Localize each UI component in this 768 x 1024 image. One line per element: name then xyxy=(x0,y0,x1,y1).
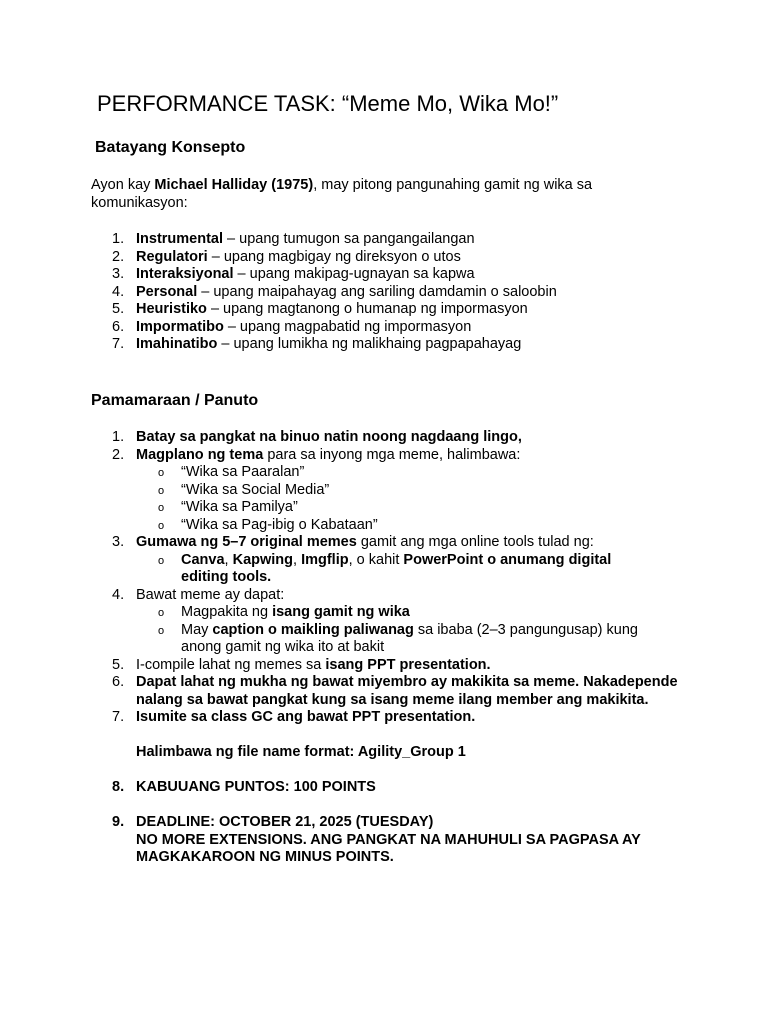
list-number: 6. xyxy=(112,674,125,690)
list-number: 7. xyxy=(112,336,125,352)
circle-bullet-icon: o xyxy=(158,554,165,567)
requirement-text: Magpakita ng xyxy=(181,604,273,620)
meme-requirement xyxy=(91,622,661,657)
meme-requirement xyxy=(91,604,691,622)
function-desc: – upang makipag-ugnayan sa kapwa xyxy=(233,266,475,282)
file-name-format: Halimbawa ng file name format: Agility_Group 1 xyxy=(136,744,466,760)
list-item xyxy=(91,266,691,284)
list-number: 3. xyxy=(112,534,125,550)
total-points: KABUUANG PUNTOS: 100 POINTS xyxy=(136,779,376,795)
function-term: Interaksiyonal xyxy=(136,266,234,282)
spacer xyxy=(91,762,691,780)
function-term: Heuristiko xyxy=(136,301,207,317)
list-number: 6. xyxy=(112,318,125,335)
function-term: Personal xyxy=(136,283,198,300)
step-text-bold: Isumite sa class GC ang bawat PPT presentation. xyxy=(136,709,476,725)
intro-text: Ayon kay xyxy=(91,177,155,193)
steps-list xyxy=(91,429,691,867)
example-text: “Wika sa Paaralan” xyxy=(181,464,305,480)
tool-kapwing: Kapwing xyxy=(232,551,294,568)
list-number: 7. xyxy=(112,709,125,725)
file-name-example xyxy=(91,744,691,762)
document-title: PERFORMANCE TASK: “Meme Mo, Wika Mo!” xyxy=(97,91,559,116)
list-number: 3. xyxy=(112,266,125,282)
function-desc: – upang magbigay ng direksyon o utos xyxy=(207,248,461,265)
function-desc: – upang magpabatid ng impormasyon xyxy=(223,318,472,335)
step-text-bold: Dapat lahat ng mukha ng bawat miyembro ay makikita sa meme. Nakadepende nalang sa bawat pangkat kung sa isang meme ilang member ang makikita. xyxy=(136,674,678,708)
requirement-text: May xyxy=(181,621,213,638)
list-item xyxy=(91,231,691,249)
step-6 xyxy=(91,674,681,709)
function-term: Instrumental xyxy=(136,231,224,247)
list-item xyxy=(91,249,691,267)
requirement-text-rest: sa ibaba (2–3 pangungusap) kung anong gamit ng wika ito at bakit xyxy=(181,621,638,655)
step-2 xyxy=(91,447,691,465)
circle-bullet-icon: o xyxy=(158,607,165,619)
step-text-bold: Magplano ng tema xyxy=(136,446,264,463)
list-number: 1. xyxy=(112,231,125,247)
functions-list xyxy=(91,231,691,354)
list-number: 2. xyxy=(112,446,125,463)
function-desc: – upang lumikha ng malikhaing pagpapahayag xyxy=(217,336,522,352)
function-term: Imahinatibo xyxy=(136,336,218,352)
function-desc: – upang tumugon sa pangangailangan xyxy=(223,231,475,247)
section-heading-pamamaraan: Pamamaraan / Panuto xyxy=(91,392,259,409)
example-text: “Wika sa Pamilya” xyxy=(181,499,298,515)
list-item xyxy=(91,284,691,302)
tool-canva: Canva xyxy=(181,551,225,568)
step-7 xyxy=(91,709,691,727)
deadline: DEADLINE: OCTOBER 21, 2025 (TUESDAY) xyxy=(136,814,434,830)
list-number: 5. xyxy=(112,656,125,673)
step-text: Bawat meme ay dapat: xyxy=(136,586,285,603)
function-desc: – upang maipahayag ang sariling damdamin o saloobin xyxy=(197,283,557,300)
intro-author: Michael Halliday (1975) xyxy=(154,177,314,193)
step-text: I-compile lahat ng memes sa xyxy=(136,656,326,673)
circle-bullet-icon: o xyxy=(158,467,165,479)
step-text: gamit ang mga online tools tulad ng: xyxy=(356,534,594,550)
spacer xyxy=(91,727,691,745)
deadline-note: NO MORE EXTENSIONS. ANG PANGKAT NA MAHUHULI SA PAGPASA AY MAGKAKAROON NG MINUS POINTS. xyxy=(136,831,641,865)
step-8 xyxy=(91,779,691,797)
example-text: “Wika sa Pag-ibig o Kabataan” xyxy=(181,516,378,533)
intro-text-rest: , may pitong pangunahing gamit ng wika sa komunikasyon: xyxy=(91,177,593,211)
requirement-bold: isang gamit ng wika xyxy=(272,604,410,620)
list-number: 9. xyxy=(112,814,125,830)
list-item xyxy=(91,319,691,337)
circle-bullet-icon: o xyxy=(158,624,165,637)
spacer xyxy=(91,797,691,815)
intro-paragraph xyxy=(91,177,691,212)
function-desc: – upang magtanong o humanap ng impormasyon xyxy=(206,301,528,317)
step-4 xyxy=(91,587,691,605)
list-number: 2. xyxy=(112,248,125,265)
list-number: 8. xyxy=(112,779,125,795)
circle-bullet-icon: o xyxy=(158,519,165,532)
separator: , o kahit xyxy=(348,551,404,568)
step-9 xyxy=(91,814,681,867)
function-term: Impormatibo xyxy=(136,318,224,335)
list-number: 4. xyxy=(112,586,125,603)
step-text-bold: isang PPT presentation. xyxy=(325,656,491,673)
list-number: 5. xyxy=(112,301,125,317)
theme-example xyxy=(91,482,691,500)
step-text: Batay sa pangkat na binuo natin noong nagdaang lingo, xyxy=(136,429,522,445)
theme-example xyxy=(91,517,691,535)
step-5 xyxy=(91,657,691,675)
separator: , xyxy=(224,551,233,568)
step-text-bold: Gumawa ng 5–7 original memes xyxy=(136,534,357,550)
list-number: 1. xyxy=(112,429,125,445)
theme-example xyxy=(91,499,691,517)
example-text: “Wika sa Social Media” xyxy=(181,481,330,498)
circle-bullet-icon: o xyxy=(158,484,165,497)
tool-imgflip: Imgflip xyxy=(301,551,349,568)
list-item xyxy=(91,301,691,319)
step-text: para sa inyong mga meme, halimbawa: xyxy=(263,446,521,463)
section-heading-batayang-konsepto: Batayang Konsepto xyxy=(95,139,246,156)
list-number: 4. xyxy=(112,283,125,300)
function-term: Regulatori xyxy=(136,248,208,265)
circle-bullet-icon: o xyxy=(158,502,165,514)
tool-powerpoint: PowerPoint o anumang digital editing tools. xyxy=(181,551,612,585)
requirement-bold: caption o maikling paliwanag xyxy=(212,621,414,638)
step-1 xyxy=(91,429,691,447)
list-item xyxy=(91,336,691,354)
step-3 xyxy=(91,534,691,552)
tools-list xyxy=(91,552,636,587)
theme-example xyxy=(91,464,691,482)
separator: , xyxy=(293,551,302,568)
